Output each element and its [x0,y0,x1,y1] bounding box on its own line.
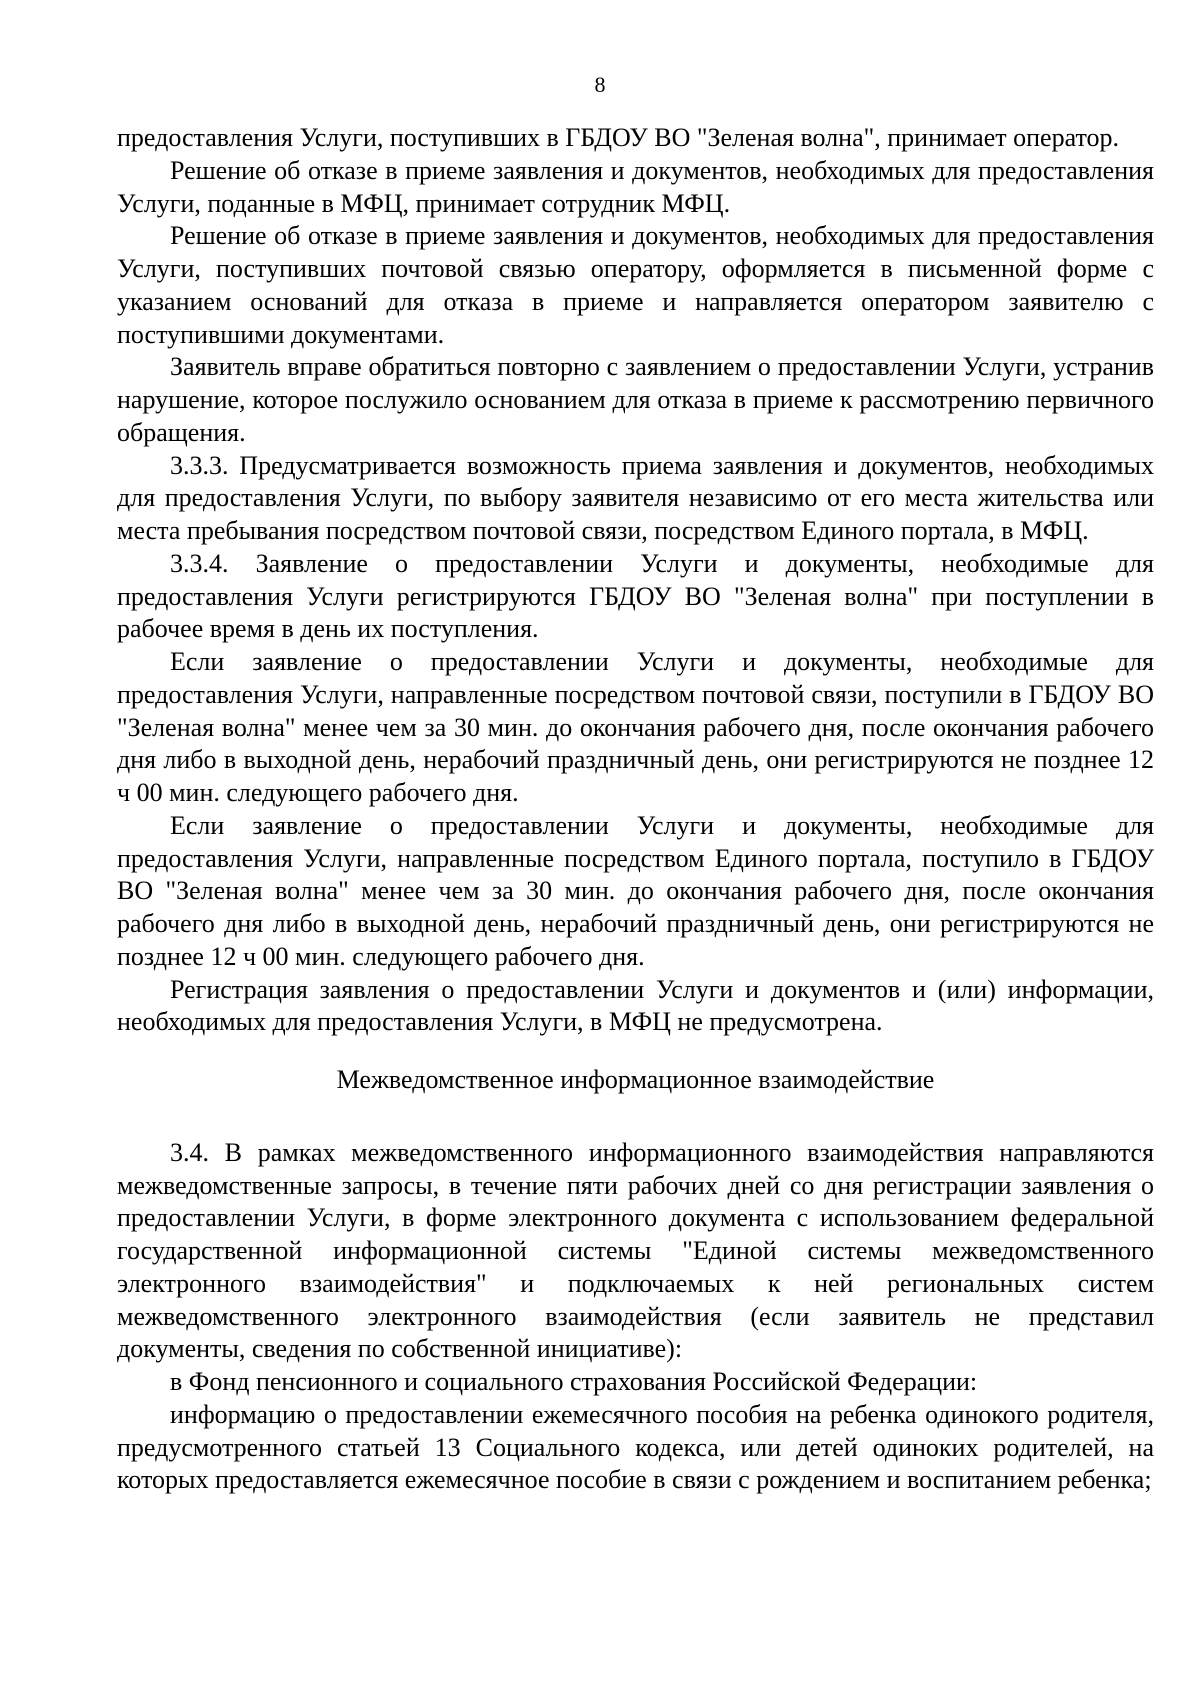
document-body [117,122,1154,1497]
paragraph: 3.4. В рамках межведомственного информационного взаимодействия направляются межведомственные запросы, в течение пяти рабочих дней со дня регистрации заявления о предоставлении Услуги, в форме электронного документа с использованием федеральной государственной информационной системы "Единой системы межведомственного электронного взаимодействия" и подключаемых к ней региональных систем межведомственного электронного взаимодействия (если заявитель не представил документы, сведения по собственной инициативе): [117,1137,1154,1364]
paragraph: предоставления Услуги, поступивших в ГБДОУ ВО "Зеленая волна", принимает оператор. [117,123,1119,152]
paragraph: Если заявление о предоставлении Услуги и документы, необходимые для предоставления Услуги, направленные посредством Единого портала, поступило в ГБДОУ ВО "Зеленая волна" менее чем за 30 мин. до окончания рабочего дня, после окончания рабочего дня либо в выходной день, нерабочий праздничный день, они регистрируются не позднее 12 ч 00 мин. следующего рабочего дня. [117,810,1154,971]
paragraph: 3.3.4. Заявление о предоставлении Услуги и документы, необходимые для предоставления Услуги регистрируются ГБДОУ ВО "Зеленая волна" при поступлении в рабочее время в день их поступления. [117,548,1154,644]
paragraph: 3.3.3. Предусматривается возможность приема заявления и документов, необходимых для предоставления Услуги, по выбору заявителя независимо от его места жительства или места пребывания посредством почтовой связи, посредством Единого портала, в МФЦ. [117,450,1154,545]
page-number: 8 [594,72,606,97]
paragraph: Регистрация заявления о предоставлении Услуги и документов и (или) информации, необходимых для предоставления Услуги, в МФЦ не предусмотрена. [117,974,1154,1037]
paragraph: Заявитель вправе обратиться повторно с заявлением о предоставлении Услуги, устранив нарушение, которое послужило основанием для отказа в приеме к рассмотрению первичного обращения. [117,352,1154,447]
paragraph: информацию о предоставлении ежемесячного пособия на ребенка одинокого родителя, предусмотренного статьей 13 Социального кодекса, или детей одиноких родителей, на которых предоставляется ежемесячное пособие в связи с рождением и воспитанием ребенка; [117,1399,1154,1495]
paragraph: Если заявление о предоставлении Услуги и документы, необходимые для предоставления Услуги, направленные посредством почтовой связи, поступили в ГБДОУ ВО "Зеленая волна" менее чем за 30 мин. до окончания рабочего дня, после окончания рабочего дня либо в выходной день, нерабочий праздничный день, они регистрируются не позднее 12 ч 00 мин. следующего рабочего дня. [117,647,1154,807]
paragraph: в Фонд пенсионного и социального страхования Российской Федерации: [170,1367,978,1396]
paragraph: Решение об отказе в приеме заявления и документов, необходимых для предоставления Услуги, поданные в МФЦ, принимает сотрудник МФЦ. [117,155,1154,218]
section-heading: Межведомственное информационное взаимодействие [336,1065,935,1094]
paragraph: Решение об отказе в приеме заявления и документов, необходимых для предоставления Услуги, поступивших почтовой связью оператору, оформляется в письменной форме с указанием оснований для отказа в приеме и направляется оператором заявителю с поступившими документами. [117,221,1154,349]
